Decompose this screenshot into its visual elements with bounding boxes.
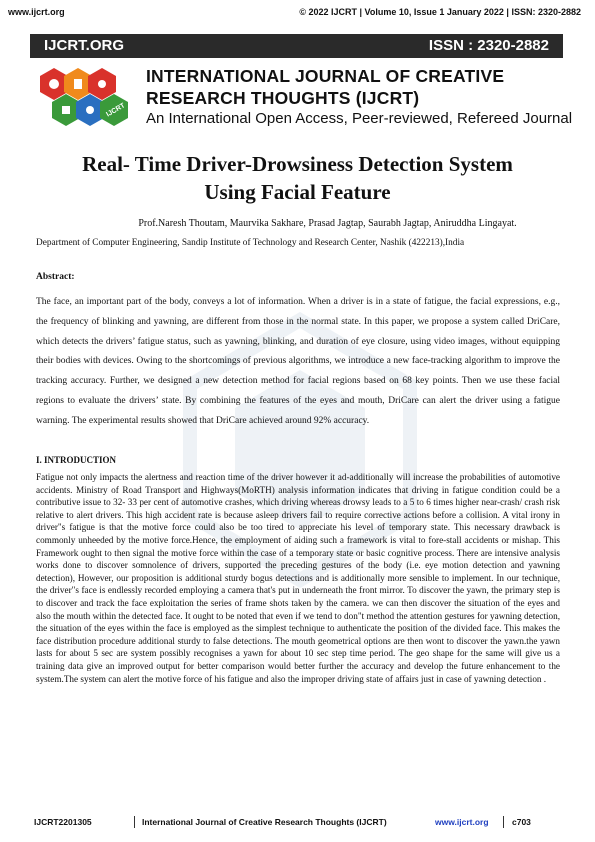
banner-issn: ISSN : 2320-2882 [428,37,549,54]
banner-brand: IJCRT.ORG [44,37,125,54]
paper-title-line1: Real- Time Driver-Drowsiness Detection System [82,152,513,176]
footer-page-number: c703 [512,817,531,827]
journal-banner [30,34,563,58]
journal-title-line2: RESEARCH THOUGHTS (IJCRT) [146,88,420,108]
abstract-label: Abstract: [36,272,75,282]
page-header [0,0,595,30]
footer-divider [503,816,504,828]
header-site[interactable]: www.ijcrt.org [8,7,65,17]
footer-paper-id: IJCRT2201305 [34,817,92,827]
page-footer [30,814,565,834]
paper-department: Department of Computer Engineering, Sandip Institute of Technology and Research Center, Nashik (422213),India [36,238,465,248]
footer-divider [134,816,135,828]
footer-journal-name: International Journal of Creative Research Thoughts (IJCRT) [142,817,387,827]
journal-logo-icon [34,64,138,130]
journal-subtitle: An International Open Access, Peer-reviewed, Refereed Journal [146,110,573,127]
paper-title-line2: Using Facial Feature [204,180,391,204]
paper-authors: Prof.Naresh Thoutam, Maurvika Sakhare, Prasad Jagtap, Saurabh Jagtap, Aniruddha Lingayat. [138,218,517,229]
abstract-text: The face, an important part of the body, conveys a lot of information. When a driver is in a state of fatigue, the facial expressions, e.g., the frequency of blinking and yawning, are different from those in the normal state. In this paper, we propose a system called DriCare, which detects the drivers’ fatigue status, such as yawning, blinking, and duration of eye closure, using video images, without equipping their bodies with devices. Owing to the shortcomings of previous algorithms, we introduce a new face-tracking algorithm to improve the tracking accuracy. Further, we designed a new detection method for facial regions based on 68 key points. Then we use these facial regions to evaluate the drivers’ state. By combining the features of the eyes and mouth, DriCare can alert the driver using a fatigue warning. The experimental results showed that DriCare achieved around 92% accuracy. [36,297,560,426]
paper-title [0,150,595,206]
section-heading-introduction: I. INTRODUCTION [36,455,117,465]
introduction-text: Fatigue not only impacts the alertness and reaction time of the driver however it ad-additionally will increase the probabilities of automotive accidents. Ministry of Road Transport and Highways(MoRTH) analysis information indicates that driving in fatigue condition could be a contributive issue to 32- 33 per cent of automotive crashes, which driving whereas drowsy leads to a 5 to 6 times higher near-crash/ crash risk relative to alert drivers. This high accident rate is because asleep drivers fail to require corrective actions before a collision. A vital irony in driver"s fatigue is that the motive force could also be too tired to appreciate his level of temporary state. This necessary drawback is commonly unheeded by the motive force.Hence, the employment of aiding such a framework is vital to fore-stall accidents or mishap. This Framework ought to then signal the motive force within the case of a temporary state or basic cognitive process. There are intensive analysis works done to discover somnolence of drivers, supported the preceding gestures of the body (i.e. eye motion detection and yawning detection), However, our proposition is additional sturdy bogus detections and is additionally more sensible to implement. In our technique, the driver"s face is endlessly recorded employing a camera that's put in underneath the front mirror. To discover the yawn, the primary step is to discover and track the face exploitation the series of frame shots taken by the camera. we can then discover the situation of the eyes and also the mouth within the detected face. It ought to be noted that even if we tend to don"t method the attention gestures for yawning detection, the situation of the eyes within the face is employed as the simplest technique to authenticate the position of the divided face. This makes the face distribution procedure additional sturdy to false detections. The mouth geometrical options are then wont to discover the yawn.the yawn lasts for about 5 sec are system possibly recognises a yawn for about 10 sec step time period. The geo shape for the same will give us a training data give an improved output for better comparison would better further the accuracy and develop the future enhancement to the system.The system can alert the motive force of his fatigue and also the improper driving state of affairs just in case of yawning detection . [36,472,560,684]
footer-url[interactable]: www.ijcrt.org [435,817,489,827]
logo-text: IJCRT [105,102,127,119]
header-citation: © 2022 IJCRT | Volume 10, Issue 1 January 2022 | ISSN: 2320-2882 [299,7,581,17]
journal-title-line1: INTERNATIONAL JOURNAL OF CREATIVE [146,66,505,86]
